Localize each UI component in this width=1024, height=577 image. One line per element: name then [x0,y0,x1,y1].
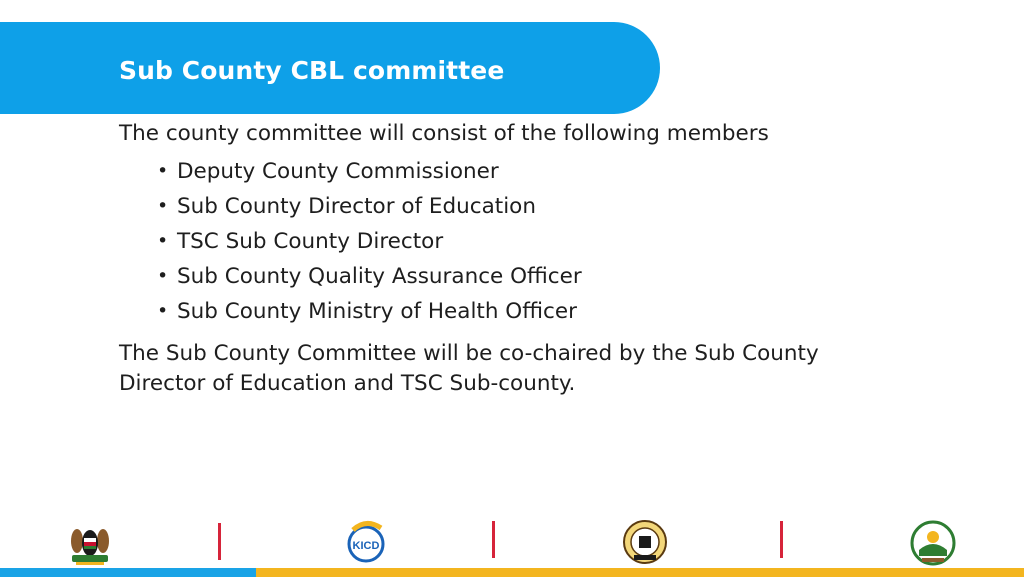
list-item: • Deputy County Commissioner [157,155,582,190]
knqa-seal-icon [910,520,956,566]
intro-text: The county committee will consist of the following members [119,121,769,146]
bullet-icon: • [157,265,169,287]
list-item: • TSC Sub County Director [157,225,582,260]
member-list [157,155,582,330]
footer-color-bar [0,568,1024,577]
footer-divider [218,523,221,560]
bullet-icon: • [157,195,169,217]
list-item: • Sub County Ministry of Health Officer [157,295,582,330]
list-item: • Sub County Quality Assurance Officer [157,260,582,295]
bullet-icon: • [157,160,169,182]
bullet-icon: • [157,230,169,252]
closing-text: The Sub County Committee will be co-chaired by the Sub County Director of Education and TSC Sub-county. [119,341,819,396]
list-item: • Sub County Director of Education [157,190,582,225]
footer-divider [780,521,783,558]
bullet-icon: • [157,300,169,322]
kenya-coat-of-arms-icon [66,521,114,565]
footer-divider [492,521,495,558]
slide-title: Sub County CBL committee [119,56,505,85]
svg-text:KICD: KICD [352,540,380,552]
kicd-logo [343,518,389,564]
tsc-seal-icon [622,519,668,565]
